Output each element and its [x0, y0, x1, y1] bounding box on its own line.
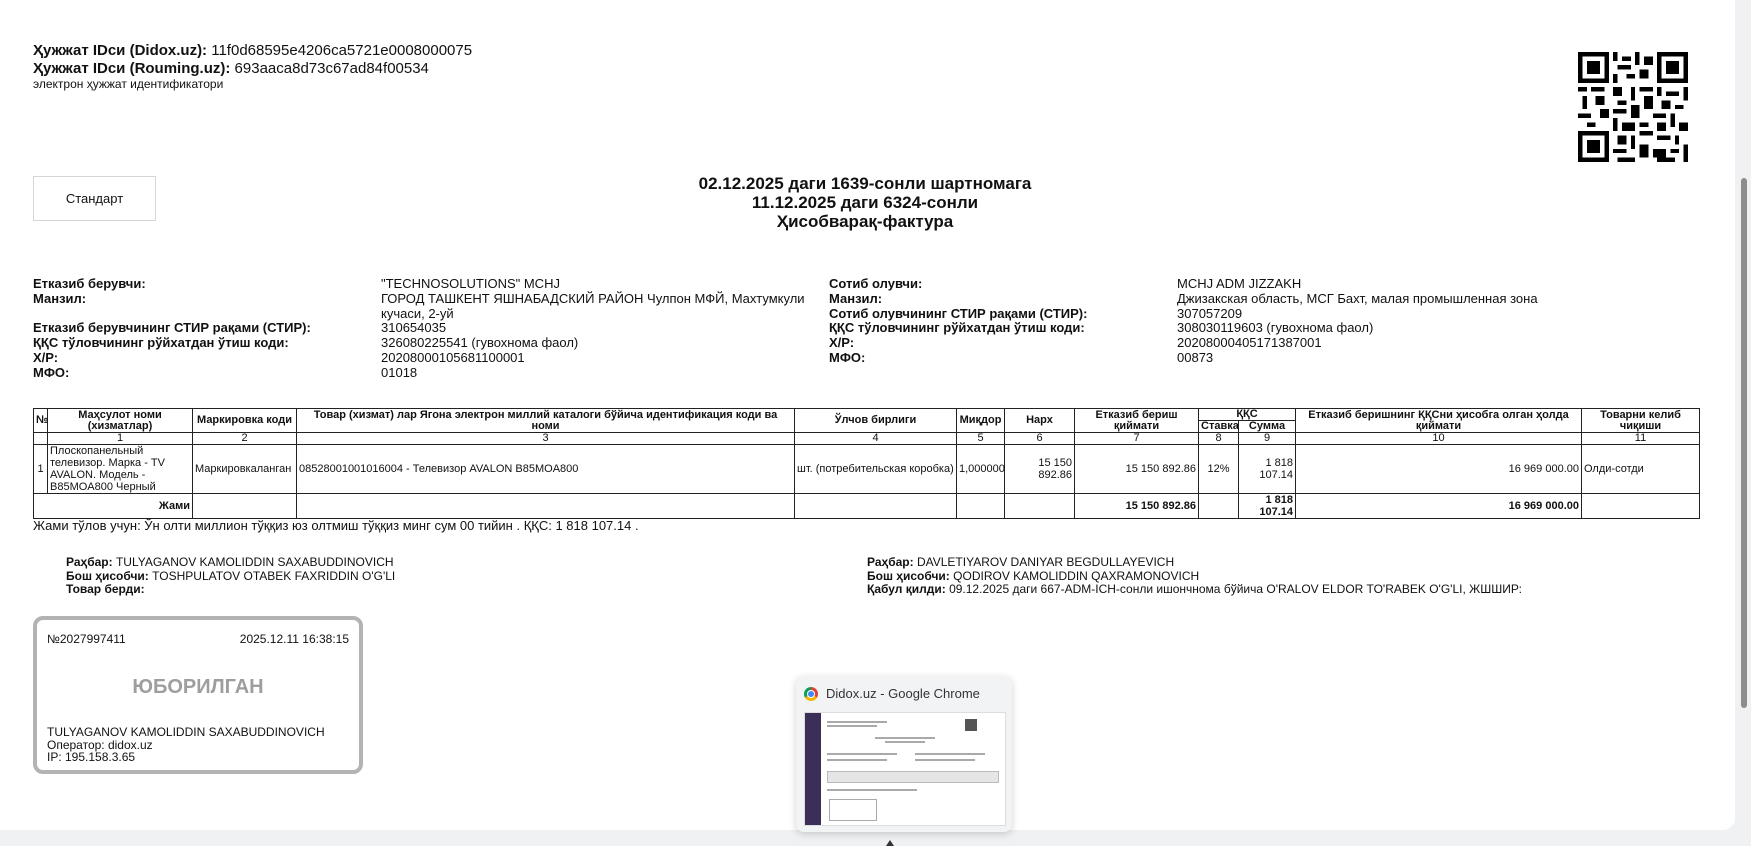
- buyer-vat-label: ҚҚС тўловчининг рўйхатдан ўтиш коди:: [829, 320, 1085, 336]
- buyer-head-value: DAVLETIYAROV DANIYAR BEGDULLAYEVICH: [916, 555, 1175, 569]
- buyer-mfo-value: 00873: [1177, 349, 1214, 365]
- stamp-signer-block: [47, 726, 325, 764]
- index-cell: 10: [1296, 433, 1582, 445]
- col-price-header: Нарх: [1005, 409, 1075, 433]
- thumbnail-line: [885, 741, 925, 743]
- rouming-id-label: Ҳужжат IDси (Rouming.uz):: [33, 60, 231, 77]
- buyer-head-label: Раҳбар:: [867, 555, 914, 569]
- preview-thumbnail[interactable]: [804, 712, 1006, 826]
- table-total-row: [34, 494, 1700, 519]
- supplier-head-value: TULYAGANOV KAMOLIDDIN SAXABUDDINOVICH: [115, 555, 394, 569]
- table-row: [34, 445, 1700, 494]
- buyer-tin-label: Сотиб олувчининг СТИР рақами (СТИР):: [829, 305, 1088, 321]
- total-cost: 15 150 892.86: [1075, 494, 1199, 519]
- index-cell: 1: [48, 433, 193, 445]
- total-empty-cell: [957, 494, 1005, 519]
- supplier-mfo-value: 01018: [381, 364, 418, 380]
- row-price: 15 150 892.86: [1005, 445, 1075, 494]
- title-invoice-line: Ҳисобварақ-фактура: [776, 212, 954, 231]
- row-marking: Маркировкаланган: [193, 445, 297, 494]
- buyer-accountant-value: QODIROV KAMOLIDDIN QAXRAMONOVICH: [953, 568, 1200, 583]
- supplier-vat-label: ҚҚС тўловчининг рўйхатдан ўтиш коди:: [33, 335, 289, 351]
- standard-button[interactable]: Стандарт: [33, 176, 156, 221]
- stamp-operator: Оператор: didox.uz: [47, 737, 153, 752]
- buyer-address-label: Манзил:: [829, 290, 883, 306]
- mouse-cursor-icon: [886, 840, 894, 846]
- col-vat-rate-header: Ставка: [1199, 421, 1239, 433]
- supplier-address-label: Манзил:: [33, 290, 87, 306]
- row-no: 1: [34, 445, 48, 494]
- total-vat-sum: 1 818 107.14: [1239, 494, 1296, 519]
- col-origin-header: Товарни келиб чиқиши: [1582, 409, 1700, 433]
- index-cell: 4: [795, 433, 957, 445]
- buyer-tin-value: 307057209: [1177, 305, 1243, 321]
- index-cell: 3: [297, 433, 795, 445]
- thumbnail-table: [827, 771, 999, 783]
- stamp-ip: IP: 195.158.3.65: [47, 750, 136, 764]
- total-label: Жами: [34, 494, 193, 519]
- row-unit: шт. (потребительская коробка): [795, 445, 957, 494]
- stamp-number: №2027997411: [47, 632, 126, 646]
- buyer-info: [829, 277, 1709, 366]
- supplier-accountant-label: Бош ҳисобчи:: [66, 568, 149, 583]
- supplier-head-label: Раҳбар:: [66, 555, 113, 569]
- received-by-label: Қабул қилди:: [867, 582, 946, 596]
- didox-id-value: 11f0d68595e4206ca5721e0008000075: [211, 42, 473, 59]
- preview-title: Didox.uz - Google Chrome: [826, 686, 980, 701]
- row-product-name: Плоскопанельный телевизор. Марка - TV AVALON. Модель - B85MOA800 Черный: [48, 445, 193, 494]
- index-cell: 8: [1199, 433, 1239, 445]
- stamp-datetime: 2025.12.11 16:38:15: [239, 632, 349, 646]
- supplier-vat-value: 326080225541 (гувохнома фаол): [381, 335, 579, 351]
- supplier-mfo-label: МФО:: [33, 364, 70, 380]
- buyer-signatures: [867, 556, 1522, 597]
- col-no-header: №: [34, 409, 48, 433]
- sent-stamp: [33, 616, 363, 774]
- thumbnail-line: [827, 759, 887, 761]
- col-vat-header: ҚҚС: [1199, 409, 1296, 421]
- buyer-mfo-label: МФО:: [829, 349, 866, 365]
- supplier-signatures: [66, 556, 395, 597]
- index-cell: 9: [1239, 433, 1296, 445]
- rouming-id-line: [33, 60, 472, 78]
- stamp-signer: TULYAGANOV KAMOLIDDIN SAXABUDDINOVICH: [47, 725, 325, 739]
- total-empty-cell: [1199, 494, 1239, 519]
- thumbnail-line: [915, 759, 975, 761]
- amount-in-words: Жами тўлов учун: Ўн олти миллион тўққиз юз олтмиш тўққиз минг сум 00 тийин . ҚҚС: 1 818 107.14 .: [33, 518, 639, 533]
- thumbnail-sidebar: [805, 713, 821, 825]
- thumbnail-line: [875, 737, 935, 739]
- buyer-account-value: 20208000405171387001: [1177, 335, 1322, 351]
- col-qty-header: Миқдор: [957, 409, 1005, 433]
- didox-id-line: [33, 42, 472, 60]
- buyer-vat-value: 308030119603 (гувохнома фаол): [1177, 320, 1374, 336]
- row-vat-sum: 1 818 107.14: [1239, 445, 1296, 494]
- col-total-header: Етказиб беришнинг ҚҚСни ҳисобга олган ҳолда қиймати: [1296, 409, 1582, 433]
- row-origin: Олди-сотди: [1582, 445, 1700, 494]
- vertical-scrollbar[interactable]: [1735, 0, 1751, 846]
- scrollbar-thumb[interactable]: [1741, 178, 1747, 708]
- buyer-account-label: Х/Р:: [829, 335, 855, 351]
- row-catalog-code: 08528001001016004 - Телевизор AVALON B85MOA800: [297, 445, 795, 494]
- taskbar-window-preview[interactable]: [796, 676, 1012, 832]
- index-cell: 5: [957, 433, 1005, 445]
- thumbnail-line: [827, 725, 877, 727]
- supplier-account-value: 20208000105681100001: [381, 349, 525, 365]
- table-header-row: [34, 409, 1700, 421]
- buyer-label: Сотиб олувчи:: [829, 276, 923, 291]
- buyer-address-value: Джизакская область, МСГ Бахт, малая промышленная зона: [1177, 290, 1538, 306]
- total-empty-cell: [1582, 494, 1700, 519]
- supplier-tin-value: 310654035: [381, 320, 447, 336]
- preview-header: [804, 686, 980, 701]
- thumbnail-stamp: [829, 799, 877, 821]
- column-index-row: [34, 433, 1700, 445]
- didox-id-label: Ҳужжат IDси (Didox.uz):: [33, 42, 208, 59]
- qr-code-icon: [1578, 52, 1688, 162]
- document-ids: [33, 42, 472, 91]
- thumbnail-line: [827, 789, 917, 791]
- buyer-accountant-label: Бош ҳисобчи:: [867, 568, 950, 583]
- index-cell-blank: [34, 433, 48, 445]
- total-empty-cell: [795, 494, 957, 519]
- row-quantity: 1,000000: [957, 445, 1005, 494]
- title-contract-line: 02.12.2025 даги 1639-сонли шартномага: [698, 174, 1032, 193]
- index-cell: 2: [193, 433, 297, 445]
- id-caption: электрон ҳужжат идентификатори: [33, 77, 224, 91]
- thumbnail-qr: [965, 719, 977, 731]
- supplier-label: Етказиб берувчи:: [33, 276, 146, 291]
- thumbnail-line: [915, 753, 985, 755]
- col-marking-header: Маркировка коди: [193, 409, 297, 433]
- supplier-tin-label: Етказиб берувчининг СТИР рақами (СТИР):: [33, 320, 311, 336]
- index-cell: 7: [1075, 433, 1199, 445]
- col-name-header: Маҳсулот номи (хизматлар): [48, 409, 193, 433]
- supplier-address-value-2: кучаси, 2-уй: [381, 305, 454, 321]
- supplier-accountant-value: TOSHPULATOV OTABEK FAXRIDDIN O'G'LI: [152, 568, 396, 583]
- stamp-status: ЮБОРИЛГАН: [132, 676, 264, 698]
- thumbnail-line: [827, 753, 897, 755]
- title-number-line: 11.12.2025 даги 6324-сонли: [751, 193, 979, 212]
- supplier-info: [33, 277, 823, 381]
- buyer-value: MCHJ ADM JIZZAKH: [1177, 276, 1302, 291]
- total-empty-cell: [297, 494, 795, 519]
- col-vat-sum-header: Сумма: [1239, 421, 1296, 433]
- col-catalog-header: Товар (хизмат) лар Ягона электрон миллий каталоги бўйича идентификация коди ва номи: [297, 409, 795, 433]
- row-vat-rate: 12%: [1199, 445, 1239, 494]
- row-cost: 15 150 892.86: [1075, 445, 1199, 494]
- index-cell: 11: [1582, 433, 1700, 445]
- supplier-value: "TECHNOSOLUTIONS" MCHJ: [381, 276, 560, 291]
- total-with-vat: 16 969 000.00: [1296, 494, 1582, 519]
- row-total-with-vat: 16 969 000.00: [1296, 445, 1582, 494]
- total-empty-cell: [1005, 494, 1075, 519]
- supplier-address-value: ГОРОД ТАШКЕНТ ЯШНАБАДСКИЙ РАЙОН Чулпон МФЙ, Махтумкули: [381, 290, 805, 306]
- index-cell: 6: [1005, 433, 1075, 445]
- col-cost-header: Етказиб бериш қиймати: [1075, 409, 1199, 433]
- col-unit-header: Ўлчов бирлиги: [795, 409, 957, 433]
- items-table: [33, 408, 1700, 519]
- chrome-icon: [804, 687, 818, 701]
- thumbnail-line: [827, 721, 887, 723]
- total-empty-cell: [193, 494, 297, 519]
- rouming-id-value: 693aaca8d73c67ad84f00534: [234, 60, 429, 77]
- released-by-label: Товар берди:: [66, 582, 145, 596]
- supplier-account-label: Х/Р:: [33, 349, 59, 365]
- received-by-value: 09.12.2025 даги 667-ADM-ICH-сонли ишончнома бўйича O'RALOV ELDOR TO'RABEK O'G'LI, ЖШШИР:: [949, 582, 1522, 596]
- document-title: [600, 174, 1130, 231]
